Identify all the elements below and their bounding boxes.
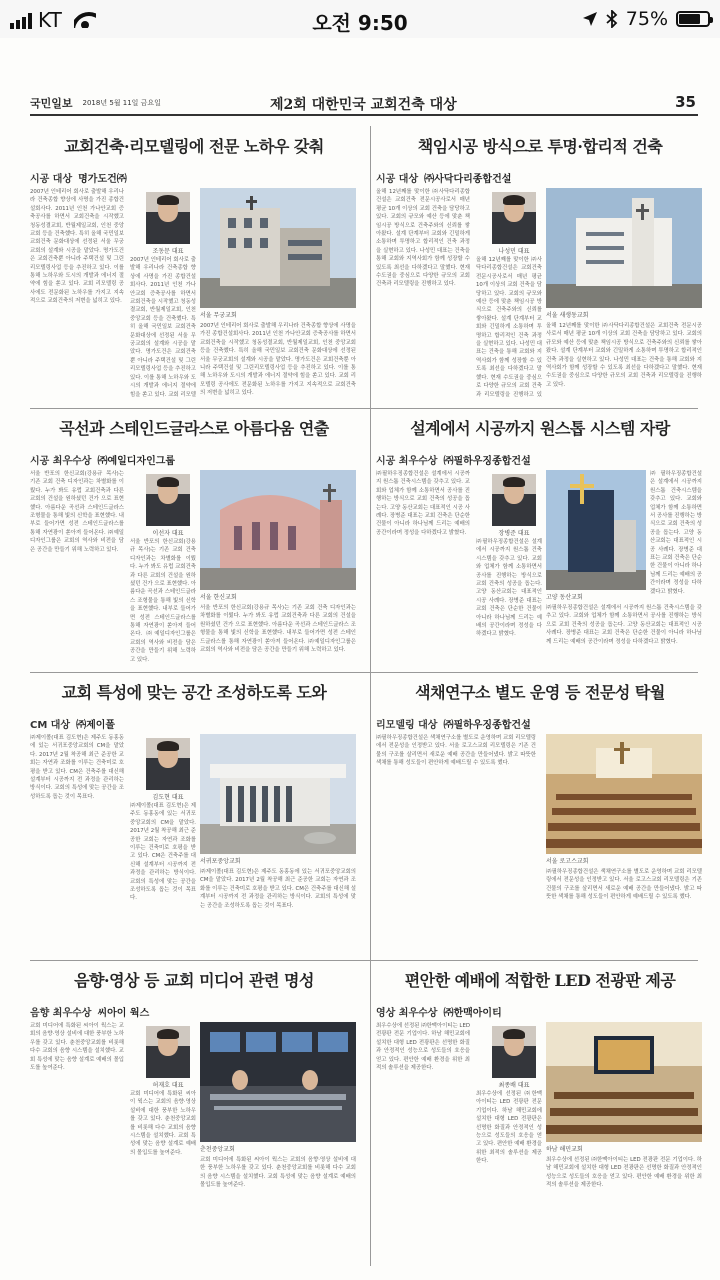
battery-percent: 75% <box>625 8 668 30</box>
article-headline: 교회 특성에 맞는 공간 조성하도록 도와 <box>61 683 327 702</box>
article <box>30 966 358 1264</box>
portrait-photo <box>146 738 190 790</box>
church-photo <box>200 1022 356 1142</box>
award-category: 리모델링 대상 <box>376 720 438 731</box>
photo-caption: 하남 해민교회 <box>546 1146 583 1153</box>
award-category: 영상 최우수상 <box>376 1008 438 1019</box>
article-headline: 교회건축·리모델링에 전문 노하우 갖춰 <box>64 137 324 156</box>
newspaper-logo: 국민일보 <box>30 97 73 110</box>
award-category: 시공 대상 <box>376 174 419 185</box>
article-body-continued: ㈜필하우징종합건설은 설계에서 시공까지 원스톱 건축시스템을 갖추고 있다. 교회와 업체가 함께 소통하면서 공사를 진행하는 방식으로 교회 건축의 성공을 돕는다. 고양 동산교회는 대표적인 시공 사례다. 장병준 대표는 교회 건축은 단순한 건물이 아니라 하나님께 드리는 예배의 공간이라며 정성을 다하겠다고 밝혔다. <box>476 539 542 638</box>
article-body-continued: ㈜필하우징종합건설은 설계에서 시공까지 원스톱 건축시스템을 갖추고 있다. 교회와 업체가 함께 소통하면서 공사를 진행하는 방식으로 교회 건축의 성공을 돕는다. 고양 동산교회는 대표적인 시공 사례다. 장병준 대표는 교회 건축은 단순한 건물이 아니라 하나님께 드리는 예배의 공간이라며 정성을 다하겠다고 밝혔다. <box>546 605 702 645</box>
award-line <box>376 170 511 185</box>
article-body: 교회 미디어에 특화된 씨아이 웍스는 교회의 음향·영상 설비에 대한 풍부한 노하우를 갖고 있다. 춘천중앙교회를 비롯해 다수 교회의 음향 시스템을 설치했다. 교회 특성에 맞는 음향 설계로 예배의 몰입도를 높여준다. <box>30 1023 124 1072</box>
article-body-continued: 서울 반포의 한신교회(강용규 목사)는 기존 교회 건축 디자인과는 차별화를 이뤘다. 누가 봐도 유럽 교회건축과 다른 교회의 건설을 원하셨던 건가 으로 표현했다. 아름다운 곡선과 스테인드글라스 조형물을 통해 빛의 신학을 표현했다. 내부로 들어가면 성전 스테인드글라스를 통해 자연광이 쏟아져 들어온다. ㈜예일디자인그룹은 교회의 역사와 비전을 담은 공간을 만들기 위해 노력하고 있다. <box>130 539 196 662</box>
portrait-caption: 장병준 대표 <box>498 530 530 537</box>
article <box>30 132 358 402</box>
photo-caption: 서울 새생동교회 <box>546 312 589 319</box>
newspaper-page <box>30 92 702 1272</box>
photo-caption: 서귀포중앙교회 <box>200 858 241 865</box>
article-body-continued: ㈜필하우징종합건설은 색채연구소를 별도로 운영하며 교회 리모델링에서 전문성을 인정받고 있다. 서울 로고스교회 리모델링은 기존 건물의 구조를 살리면서 새로운 예배 공간을 만들어냈다. 밝고 따뜻한 색채를 통해 성도들이 편안하게 예배드릴 수 있도록 했다. <box>546 869 702 901</box>
article-body-continued: ㈜제이폴(대표 김도현)은 제주도 동홍동에 있는 서귀포중앙교회의 CM을 맡았다. 2017년 2월 착공해 최근 준공한 교회는 자연과 조화를 이루는 건축미로 호평을 받고 있다. CM은 건축주를 대신해 설계부터 시공까지 전 과정을 관리하는 방식이다. 교회의 특성에 맞는 공간을 조성하도록 돕는 것이 목표다. <box>130 803 196 902</box>
article-headline: 곡선과 스테인드글라스로 아름다움 연출 <box>59 419 329 438</box>
award-line <box>376 452 531 467</box>
portrait-caption: 나성민 대표 <box>498 248 530 255</box>
issue-date: 2018년 5월 11일 금요일 <box>82 99 161 107</box>
article-body-continued: 서울 반포의 한신교회(강용규 목사)는 기존 교회 건축 디자인과는 차별화를 이뤘다. 누가 봐도 유럽 교회건축과 다른 교회의 건설을 원하셨던 건가 으로 표현했다. 아름다운 곡선과 스테인드글라스 조형물을 통해 빛의 신학을 표현했다. 내부로 들어가면 성전 스테인드글라스를 통해 자연광이 쏟아져 들어온다. ㈜예일디자인그룹은 교회의 역사와 비전을 담은 공간을 만들기 위해 노력하고 있다. <box>200 605 356 654</box>
article <box>376 414 704 666</box>
award-category: 시공 최우수상 <box>30 456 92 467</box>
article-headline: 색채연구소 별도 운영 등 전문성 탁월 <box>415 683 665 702</box>
article-body-continued: 올해 12년째를 맞이한 ㈜사닥다리종합건설은 교회건축 전문시공사로서 매년 평균 10개 이상의 교회 건축을 담당하고 있다. 교회의 규모와 예산 등에 맞춘 책임시공 방식으로 건축주와의 신뢰를 쌓아왔다. 설계 단계부터 교회와 긴밀하게 소통하며 투명하고 합리적인 건축 과정을 실현하고 있다. 나성민 대표는 건축을 통해 교회와 지역사회가 함께 성장할 수 있도록 최선을 다하겠다고 말했다. 현재 수도권을 중심으로 다양한 규모의 교회 건축과 리모델링을 진행하고 있 <box>476 257 542 398</box>
article-body-continued: 2007년 인테리어 회사로 출발해 우리나라 건축종합 향상에 사명을 가진 종합건설회사다. 2011년 인천 가나안교회 증축공사를 하면서 교회건축을 시작했고 청동성결교회, 반월제일교회, 인천 중앙교회 등을 건축했다. 특히 올해 국민일보 교회건축 문화대상에 선정된 서울 무궁교회의 설계와 시공을 맡았다. 명가도건은 교회건축뿐 아니라 주택건설 및 그린리모델링사업 등을 추진하고 있다. 이를 통해 노하우와 도시의 개발과 에너지 절약에 힘을 쏟고 있다. 교회 리모델 <box>130 257 196 398</box>
company-name: ㈜사닥다리종합건설 <box>424 174 512 185</box>
award-line <box>30 1004 149 1019</box>
portrait-caption: 이선자 대표 <box>152 530 184 537</box>
masthead <box>30 92 698 116</box>
photo-caption: 서울 로고스교회 <box>546 858 589 865</box>
award-category: 음향 최우수상 <box>30 1008 92 1019</box>
portrait-photo <box>492 474 536 526</box>
article-body: 서울 반포의 한신교회(강용규 목사)는 기존 교회 건축 디자인과는 차별화를 이뤘다. 누가 봐도 유럽 교회건축과 다른 교회의 건설을 원하셨던 건가 으로 표현했다. 아름다운 곡선과 스테인드글라스 조형물을 통해 빛의 신학을 표현했다. 내부로 들어가면 성전 스테인드글라스를 통해 자연광이 쏟아져 들어온다. ㈜예일디자인그룹은 교회의 역사와 비전을 담은 공간을 만들기 위해 노력하고 있다. <box>30 471 124 553</box>
article-body-continued: 교회 미디어에 특화된 씨아이 웍스는 교회의 음향·영상 설비에 대한 풍부한 노하우를 갖고 있다. 춘천중앙교회를 비롯해 다수 교회의 음향 시스템을 설치했다. 교회 특성에 맞는 음향 설계로 예배의 몰입도를 높여준다. <box>200 1157 356 1189</box>
carrier-name: KT <box>38 8 62 32</box>
portrait-caption: 최종배 대표 <box>498 1082 530 1089</box>
photo-caption: 서울 한신교회 <box>200 594 237 601</box>
article <box>30 414 358 666</box>
article-headline: 음향·영상 등 교회 미디어 관련 명성 <box>74 971 314 990</box>
company-name: ㈜예일디자인그룹 <box>97 456 176 467</box>
article-body: 올해 12년째를 맞이한 ㈜사닥다리종합건설은 교회건축 전문시공사로서 매년 평균 10개 이상의 교회 건축을 담당하고 있다. 교회의 규모와 예산 등에 맞춘 책임시공 방식으로 건축주와의 신뢰를 쌓아왔다. 설계 단계부터 교회와 긴밀하게 소통하며 투명하고 합리적인 건축 과정을 실현하고 있다. 나성민 대표는 건축을 통해 교회와 지역사회가 함께 성장할 수 있도록 최선을 다하겠다고 말했다. 현재 수도권을 중심으로 다양한 규모의 교회 건축과 리모델링을 진행하고 있다. <box>376 189 470 288</box>
award-line <box>376 1004 502 1019</box>
article-headline: 책임시공 방식으로 투명·합리적 건축 <box>417 137 663 156</box>
article-body: 2007년 인테리어 회사로 출발해 우리나라 건축종합 향상에 사명을 가진 종합건설회사다. 2011년 인천 가나안교회 증축공사를 하면서 교회건축을 시작했고 청동성결교회, 반월제일교회, 인천 중앙교회 등을 건축했다. 특히 올해 국민일보 교회건축 문화대상에 선정된 서울 무궁교회의 설계와 시공을 맡았다. 명가도건은 교회건축뿐 아니라 주택건설 및 그린리모델링사업 등을 추진하고 있다. 이를 통해 노하우와 도시의 개발과 에너지 절약에 힘을 쏟고 있다. 교회 리모델링 공사에도 전문화된 노하우를 가지고 지속적으로 교회건축의 저변을 넓히고 있다. <box>30 189 124 305</box>
row-divider <box>30 960 698 961</box>
award-category: CM 대상 <box>30 720 71 731</box>
battery-icon <box>676 11 710 27</box>
church-photo <box>200 734 356 854</box>
portrait-photo <box>492 1026 536 1078</box>
award-line <box>376 716 531 731</box>
church-photo <box>546 734 702 854</box>
award-category: 시공 최우수상 <box>376 456 438 467</box>
company-name: ㈜제이폴 <box>76 720 116 731</box>
column-divider <box>370 126 371 1266</box>
article-body-continued: 최우수상에 선정된 ㈜한맥아이티는 LED 전광판 전문 기업이다. 하남 해민교회에 설치한 대형 LED 전광판은 선명한 화질과 안정적인 성능으로 성도들의 호응을 얻고 있다. 편안한 예배 환경을 위한 최적의 솔루션을 제공한다. <box>476 1091 542 1165</box>
row-divider <box>30 408 698 409</box>
article-body-continued: ㈜필하우징종합건설은 설계에서 시공까지 원스톱 건축시스템을 갖추고 있다. 교회와 업체가 함께 소통하면서 공사를 진행하는 방식으로 교회 건축의 성공을 돕는다. 고양 동산교회는 대표적인 시공 사례다. 장병준 대표는 교회 건축은 단순한 건물이 아니라 하나님께 드리는 예배의 공간이라며 정성을 다하겠다고 밝혔다. <box>650 471 702 595</box>
company-name: ㈜필하우징종합건설 <box>443 456 531 467</box>
article-headline: 설계에서 시공까지 원스톱 시스템 자랑 <box>410 419 670 438</box>
bluetooth-icon <box>606 10 618 28</box>
article <box>376 678 704 954</box>
article-body: 최우수상에 선정된 ㈜한맥아이티는 LED 전광판 전문 기업이다. 하남 해민교회에 설치한 대형 LED 전광판은 선명한 화질과 안정적인 성능으로 성도들의 호응을 얻고 있다. 편안한 예배 환경을 위한 최적의 솔루션을 제공한다. <box>376 1023 470 1072</box>
article-body-continued: 올해 12년째를 맞이한 ㈜사닥다리종합건설은 교회건축 전문시공사로서 매년 평균 10개 이상의 교회 건축을 담당하고 있다. 교회의 규모와 예산 등에 맞춘 책임시공 방식으로 건축주와의 신뢰를 쌓아왔다. 설계 단계부터 교회와 긴밀하게 소통하며 투명하고 합리적인 건축 과정을 실현하고 있다. 나성민 대표는 건축을 통해 교회와 지역사회가 함께 성장할 수 있도록 최선을 다하겠다고 말했다. 현재 수도권을 중심으로 다양한 규모의 교회 건축과 리모델링을 진행하고 있다. <box>546 323 702 388</box>
article <box>30 678 358 954</box>
article-headline: 편안한 예배에 적합한 LED 전광판 제공 <box>404 971 676 990</box>
photo-caption: 춘천중앙교회 <box>200 1146 235 1153</box>
article-body-continued: ㈜제이폴(대표 김도현)은 제주도 동홍동에 있는 서귀포중앙교회의 CM을 맡았다. 2017년 2월 착공해 최근 준공한 교회는 자연과 조화를 이루는 건축미로 호평을 받고 있다. CM은 건축주를 대신해 설계부터 시공까지 전 과정을 관리하는 방식이다. 교회의 특성에 맞는 공간을 조성하도록 돕는 것이 목표다. <box>200 869 356 909</box>
award-line <box>30 452 175 467</box>
award-category: 시공 대상 <box>30 174 73 185</box>
company-name: ㈜한맥아이티 <box>443 1008 502 1019</box>
church-photo <box>546 188 702 308</box>
portrait-caption: 조동문 대표 <box>152 248 184 255</box>
company-name: 씨아이 웍스 <box>97 1008 150 1019</box>
portrait-photo <box>146 1026 190 1078</box>
article-body-continued: 교회 미디어에 특화된 씨아이 웍스는 교회의 음향·영상 설비에 대한 풍부한 노하우를 갖고 있다. 춘천중앙교회를 비롯해 다수 교회의 음향 시스템을 설치했다. 교회 특성에 맞는 음향 설계로 예배의 몰입도를 높여준다. <box>130 1091 196 1156</box>
location-arrow-icon <box>582 11 598 27</box>
article-body: ㈜필하우징종합건설은 설계에서 시공까지 원스톱 건축시스템을 갖추고 있다. 교회와 업체가 함께 소통하면서 공사를 진행하는 방식으로 교회 건축의 성공을 돕는다. 고양 동산교회는 대표적인 시공 사례다. 장병준 대표는 교회 건축은 단순한 건물이 아니라 하나님께 드리는 예배의 공간이라며 정성을 다하겠다고 밝혔다. <box>376 471 470 536</box>
article-body: ㈜제이폴(대표 김도현)은 제주도 동홍동에 있는 서귀포중앙교회의 CM을 맡았다. 2017년 2월 착공해 최근 준공한 교회는 자연과 조화를 이루는 건축미로 호평을 받고 있다. CM은 건축주를 대신해 설계부터 시공까지 전 과정을 관리하는 방식이다. 교회의 특성에 맞는 공간을 조성하도록 돕는 것이 목표다. <box>30 735 124 800</box>
status-bar <box>0 0 720 38</box>
award-line <box>30 716 115 731</box>
status-time: 오전 9:50 <box>312 11 408 35</box>
church-photo <box>546 470 646 590</box>
portrait-caption: 김도현 대표 <box>152 794 184 801</box>
photo-caption: 서울 무궁교회 <box>200 312 237 319</box>
section-title: 제2회 대한민국 교회건축 대상 <box>270 97 457 113</box>
article-body-continued: 최우수상에 선정된 ㈜한맥아이티는 LED 전광판 전문 기업이다. 하남 해민교회에 설치한 대형 LED 전광판은 선명한 화질과 안정적인 성능으로 성도들의 호응을 얻고 있다. 편안한 예배 환경을 위한 최적의 솔루션을 제공한다. <box>546 1157 702 1189</box>
church-photo <box>546 1022 702 1142</box>
portrait-photo <box>492 192 536 244</box>
church-photo <box>200 470 356 590</box>
portrait-photo <box>146 192 190 244</box>
church-photo <box>200 188 356 308</box>
photo-caption: 고양 동산교회 <box>546 594 583 601</box>
article <box>376 966 704 1264</box>
article <box>376 132 704 402</box>
portrait-photo <box>146 474 190 526</box>
company-name: ㈜필하우징종합건설 <box>443 720 531 731</box>
company-name: 명가도건㈜ <box>78 174 127 185</box>
page-number: 35 <box>675 93 696 111</box>
row-divider <box>30 672 698 673</box>
article-body: ㈜필하우징종합건설은 색채연구소를 별도로 운영하며 교회 리모델링에서 전문성을 인정받고 있다. 서울 로고스교회 리모델링은 기존 건물의 구조를 살리면서 새로운 예배 공간을 만들어냈다. 밝고 따뜻한 색채를 통해 성도들이 편안하게 예배드릴 수 있도록 했다. <box>376 735 536 767</box>
award-line <box>30 170 127 185</box>
article-body-continued: 2007년 인테리어 회사로 출발해 우리나라 건축종합 향상에 사명을 가진 종합건설회사다. 2011년 인천 가나안교회 증축공사를 하면서 교회건축을 시작했고 청동성결교회, 반월제일교회, 인천 중앙교회 등을 건축했다. 특히 올해 국민일보 교회건축 문화대상에 선정된 서울 무궁교회의 설계와 시공을 맡았다. 명가도건은 교회건축뿐 아니라 주택건설 및 그린리모델링사업 등을 추진하고 있다. 이를 통해 노하우와 도시의 개발과 에너지 절약에 힘을 쏟고 있다. 교회 리모델링 공사에도 전문화된 노하우를 가지고 지속적으로 교회건축의 저변을 넓히고 있다. <box>200 323 356 397</box>
portrait-caption: 허재호 대표 <box>152 1082 184 1089</box>
